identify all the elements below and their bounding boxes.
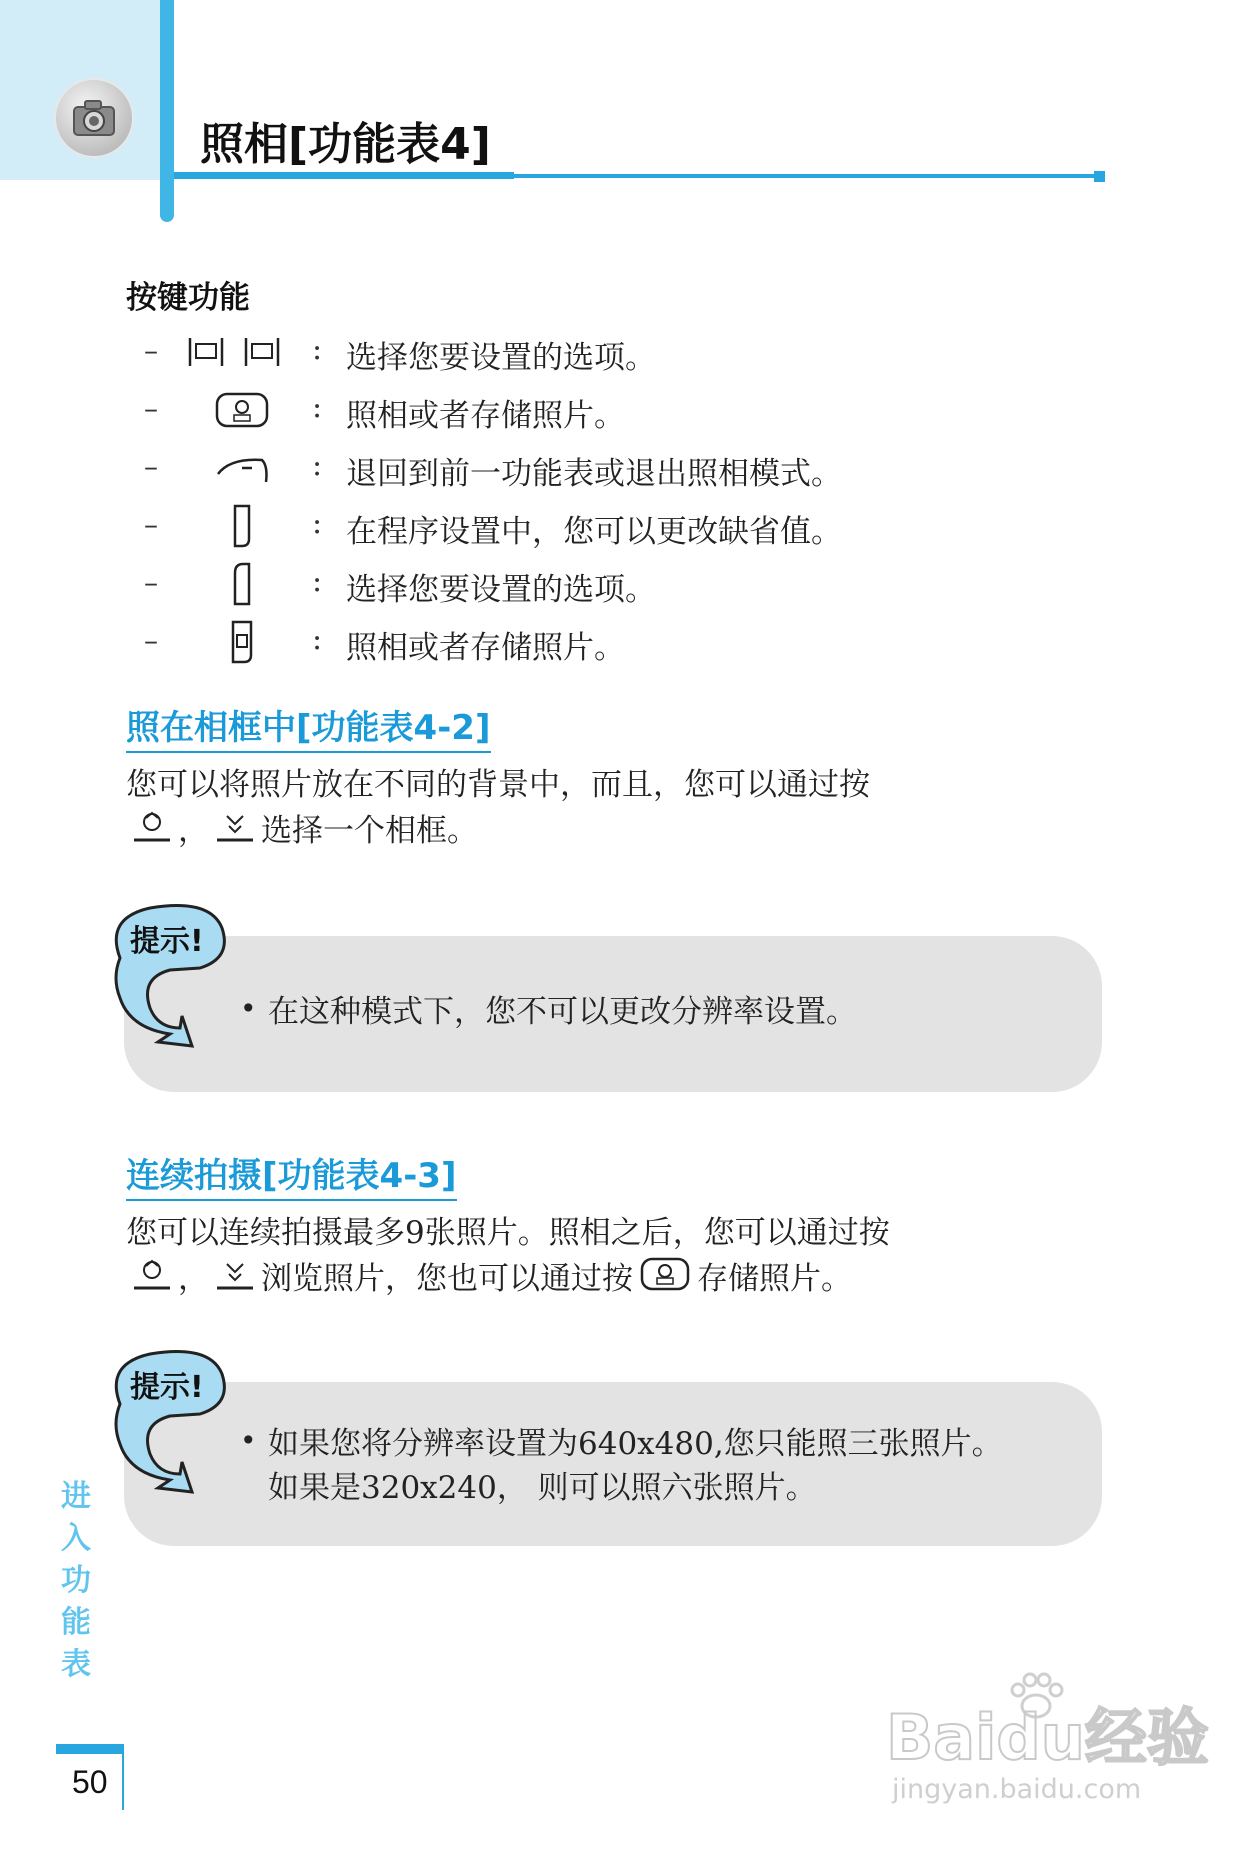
row-description: 照相或者存储照片。 xyxy=(346,398,625,434)
key-functions-label: 按键功能 xyxy=(126,280,250,316)
burst-line2-text-a: 浏览照片，您也可以通过按 xyxy=(261,1261,633,1297)
ok-key-icon xyxy=(639,1256,691,1305)
row-dash: – xyxy=(144,334,158,367)
header-side-rail xyxy=(160,0,174,222)
row-description: 照相或者存储照片。 xyxy=(346,630,625,666)
hint-bullet: • xyxy=(240,992,257,1025)
row-dash: – xyxy=(144,508,158,541)
page-number-bar xyxy=(56,1744,124,1754)
hint-label: 提示! xyxy=(130,1370,204,1405)
burst-paragraph-line2 xyxy=(126,1256,852,1305)
right-side-key-icon xyxy=(186,504,298,548)
frame-paragraph-line2 xyxy=(126,808,478,857)
key-separator: ， xyxy=(178,813,209,849)
key-row xyxy=(0,444,1245,494)
row-colon: : xyxy=(312,332,323,367)
row-colon: : xyxy=(312,448,323,483)
row-colon: : xyxy=(312,390,323,425)
frame-line2-text: 选择一个相框。 xyxy=(261,813,478,849)
key-row xyxy=(0,560,1245,610)
left-right-nav-keys-icon xyxy=(186,330,298,374)
burst-paragraph-line1: 您可以连续拍摄最多9张照片。照相之后，您可以通过按 xyxy=(126,1215,890,1251)
row-colon: : xyxy=(312,506,323,541)
burst-line2-text-b: 存储照片。 xyxy=(697,1261,852,1297)
row-colon: : xyxy=(312,564,323,599)
key-row xyxy=(0,328,1245,378)
hint-text-line2: 如果是320x240， 则可以照六张照片。 xyxy=(268,1470,817,1506)
up-key-icon xyxy=(132,1256,172,1305)
key-row xyxy=(0,618,1245,668)
ok-key-icon xyxy=(186,388,298,432)
title-underline xyxy=(174,174,1104,178)
row-dash: – xyxy=(144,450,158,483)
hint-bullet: • xyxy=(240,1424,257,1457)
row-description: 选择您要设置的选项。 xyxy=(346,340,656,376)
row-dash: – xyxy=(144,566,158,599)
down-key-icon xyxy=(215,808,255,857)
row-description: 在程序设置中，您可以更改缺省值。 xyxy=(346,514,842,550)
key-row xyxy=(0,502,1245,552)
title-underline-end-dot xyxy=(1094,171,1105,182)
frame-paragraph-line1: 您可以将照片放在不同的背景中，而且，您可以通过按 xyxy=(126,767,870,803)
page-number: 50 xyxy=(72,1764,108,1800)
row-dash: – xyxy=(144,624,158,657)
key-row xyxy=(0,386,1245,436)
hint-text-line1: 如果您将分辨率设置为640x480,您只能照三张照片。 xyxy=(268,1426,1003,1462)
row-colon: : xyxy=(312,622,323,657)
camera-icon xyxy=(56,80,132,156)
camera-side-key-icon xyxy=(186,620,298,664)
left-side-key-icon xyxy=(186,562,298,606)
up-key-icon xyxy=(132,808,172,857)
row-description: 退回到前一功能表或退出照相模式。 xyxy=(346,456,842,492)
side-tab-text: 进入功能表 xyxy=(61,1479,91,1682)
watermark-logo: Baidu经验 xyxy=(886,1701,1209,1774)
page-number-divider xyxy=(122,1754,124,1810)
row-dash: – xyxy=(144,392,158,425)
key-separator: ， xyxy=(178,1261,209,1297)
down-key-icon xyxy=(215,1256,255,1305)
clear-back-key-icon xyxy=(186,446,298,490)
watermark-url: jingyan.baidu.com xyxy=(892,1774,1142,1805)
hint-text: 在这种模式下，您不可以更改分辨率设置。 xyxy=(268,994,857,1030)
watermark xyxy=(886,1678,1209,1818)
row-description: 选择您要设置的选项。 xyxy=(346,572,656,608)
burst-section-heading: 连续拍摄[功能表4-3] xyxy=(126,1148,457,1201)
page-title: 照相[功能表4] xyxy=(200,119,491,170)
frame-section-heading: 照在相框中[功能表4-2] xyxy=(126,700,491,753)
hint-label: 提示! xyxy=(130,924,204,959)
